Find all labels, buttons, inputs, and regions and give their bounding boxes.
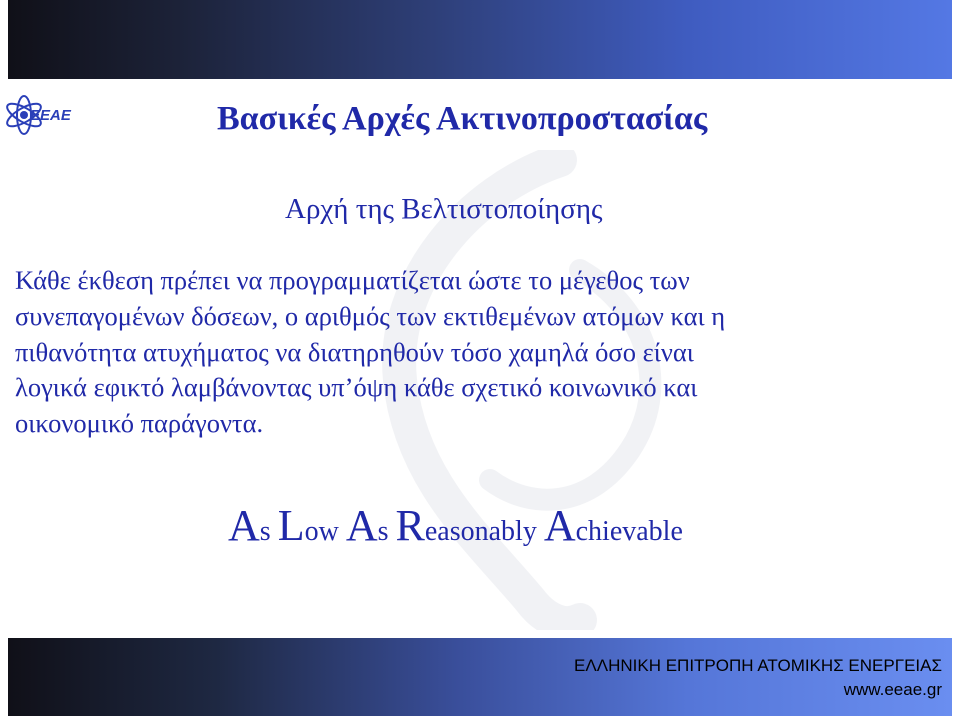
body-paragraph [15,263,950,442]
logo-text: EEAE [30,107,71,124]
body-line: οικονομικό παράγοντα. [15,408,264,439]
header-bar [8,0,952,79]
body-line: λογικά εφικτό λαμβάνοντας υπ’όψη κάθε σχετικό κοινωνικό και [15,372,698,403]
footer-bar [8,638,952,716]
alara-word: Achievable [543,501,683,550]
alara-word: As [228,501,271,550]
slide-title: Βασικές Αρχές Ακτινοπροστασίας [217,100,708,137]
body-line: συνεπαγομένων δόσεων, ο αριθμός των εκτιθεμένων ατόμων και η [15,300,726,331]
slide-subtitle: Αρχή της Βελτιστοποίησης [285,193,603,225]
eeae-logo [2,84,80,146]
body-line: πιθανότητα ατυχήματος να διατηρηθούν τόσο χαμηλά όσο είναι [15,336,694,367]
alara-word: As [345,501,389,550]
footer-url: www.eeae.gr [843,680,942,699]
footer-organization: ΕΛΛΗΝΙΚΗ ΕΠΙΤΡΟΠΗ ΑΤΟΜΙΚΗΣ ΕΝΕΡΓΕΙΑΣ [574,656,942,675]
atom-icon [2,84,80,146]
alara-acronym [228,500,683,551]
alara-word: Low [277,501,339,550]
body-line: Κάθε έκθεση πρέπει να προγραμματίζεται ώστε το μέγεθος των [15,265,690,295]
alara-word: Reasonably [395,501,537,550]
